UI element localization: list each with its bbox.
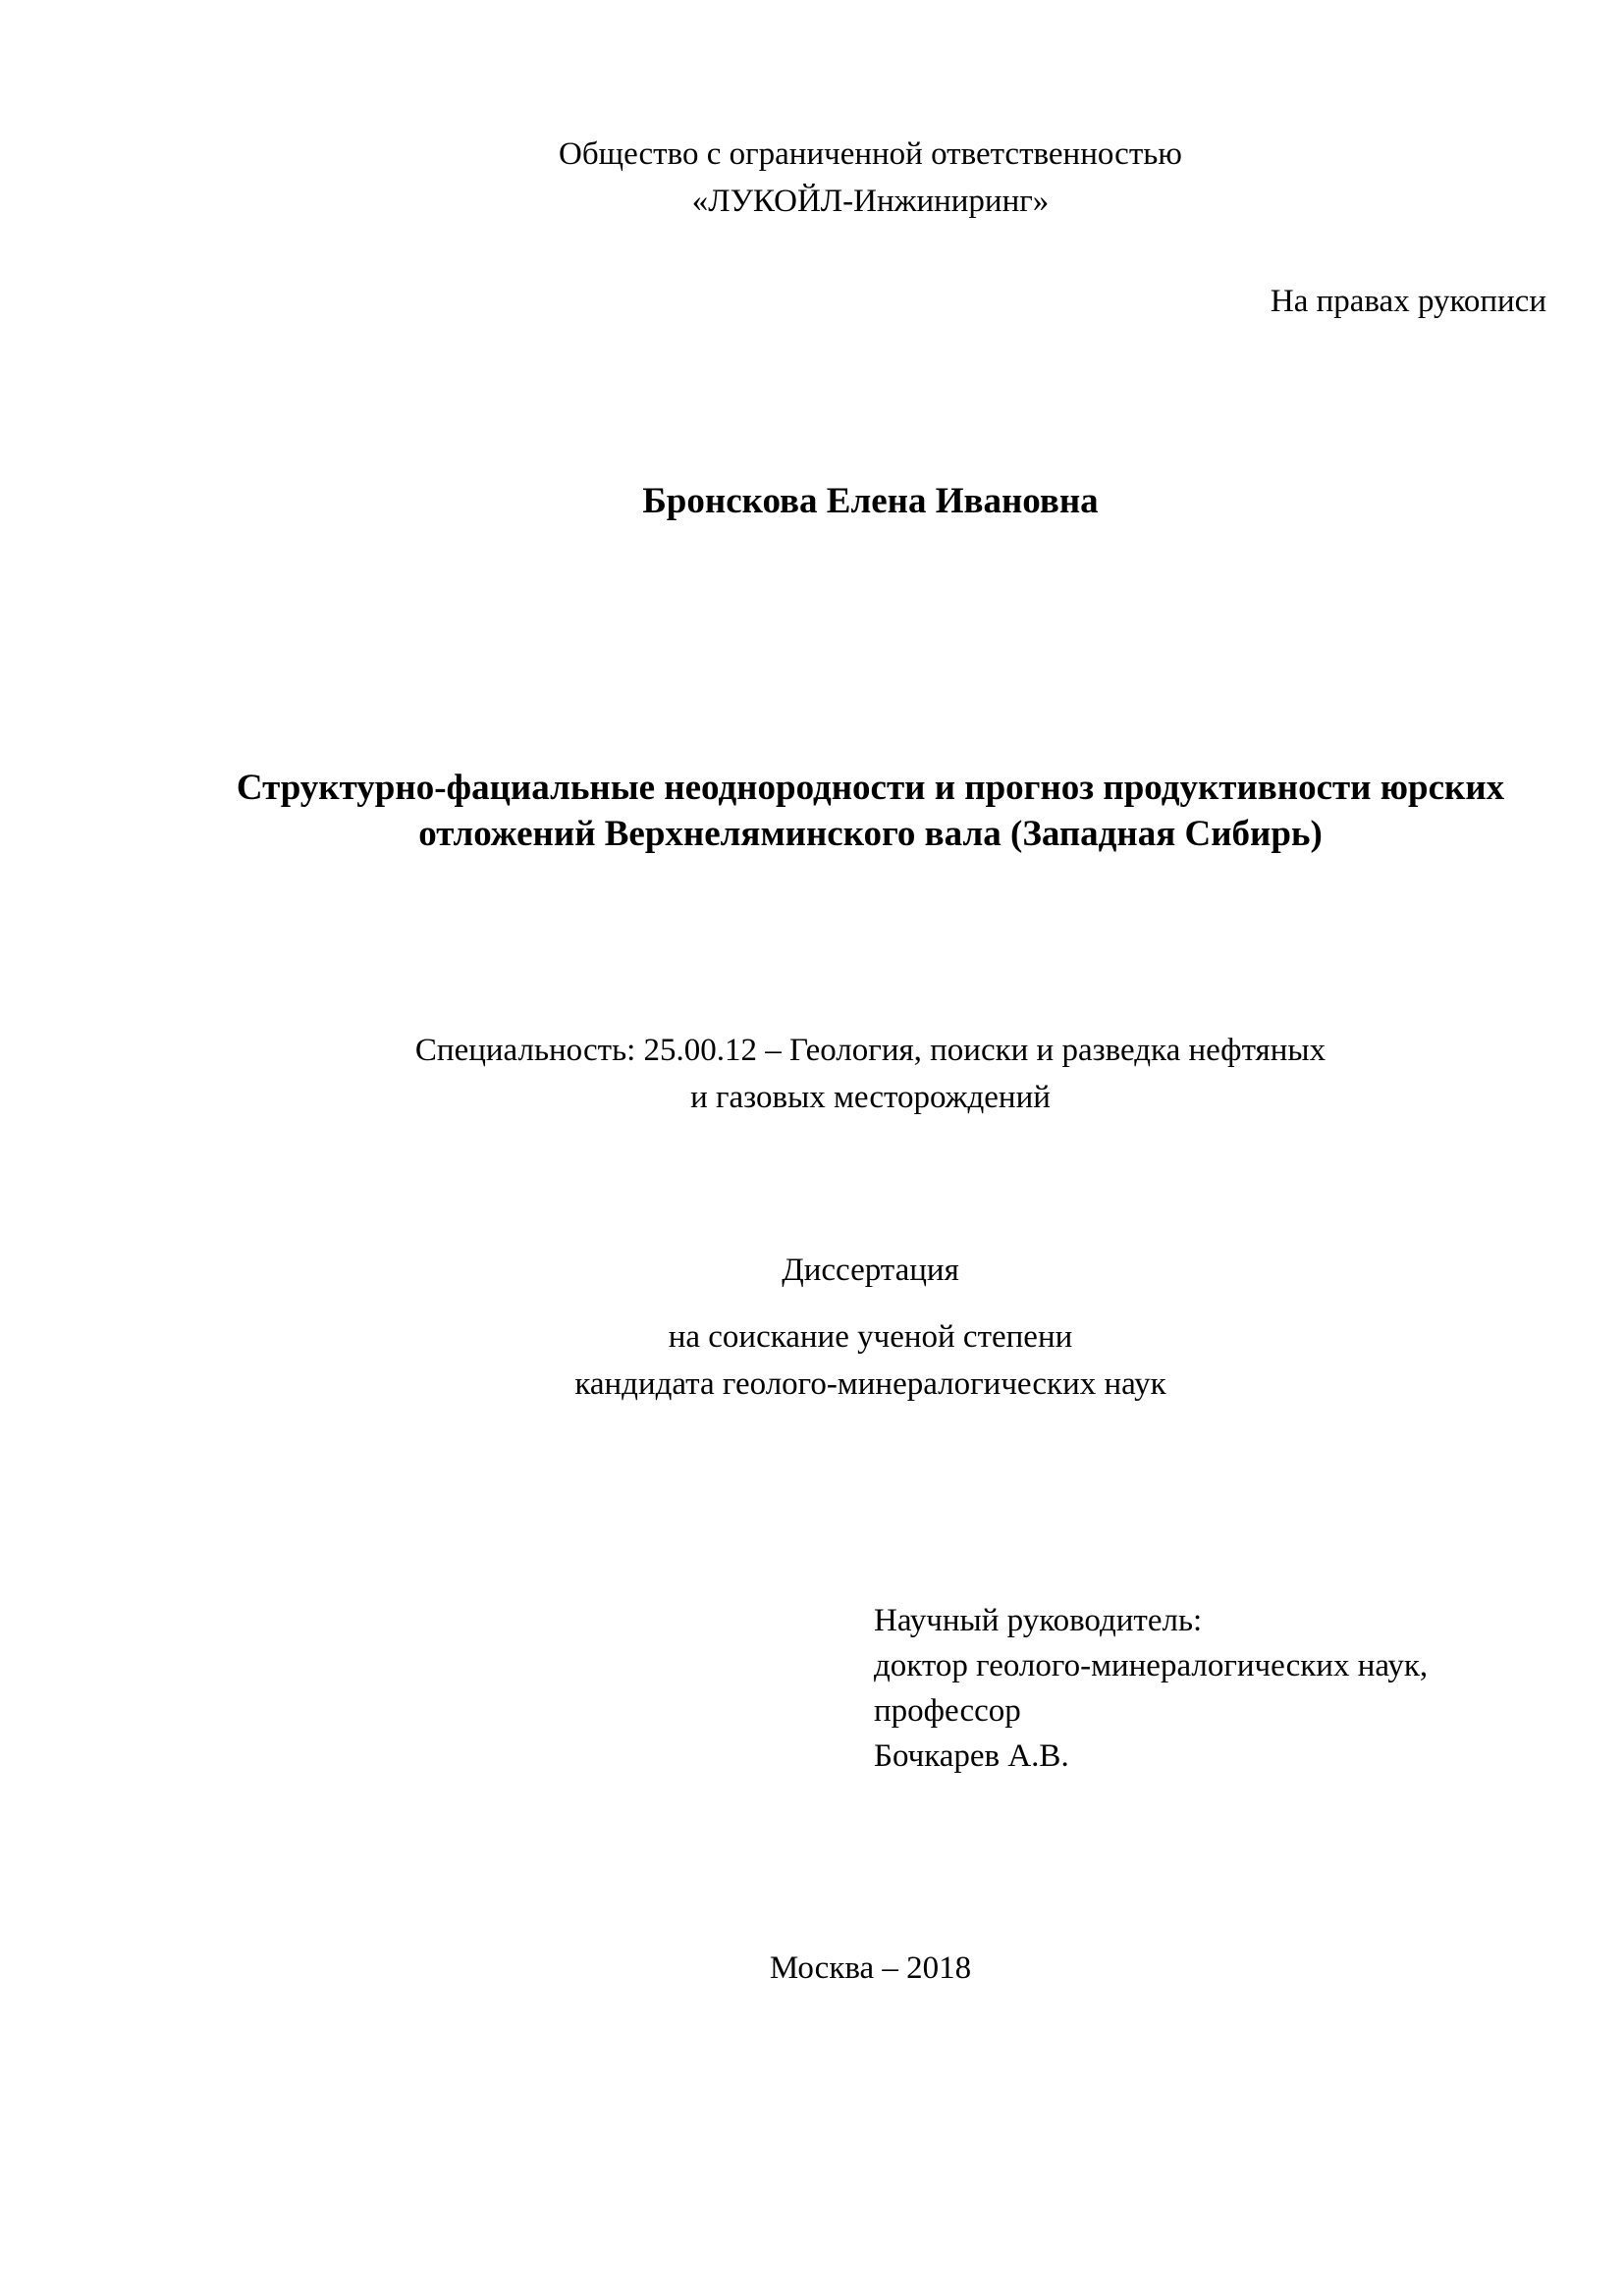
- organization-block: [194, 131, 1546, 225]
- dissertation-title: [194, 765, 1546, 857]
- organization-line-1: Общество с ограниченной ответственностью: [559, 136, 1182, 172]
- supervisor-block: [874, 1598, 1561, 1779]
- degree-line-1: на соискание ученой степени: [668, 1319, 1073, 1355]
- author-name: Бронскова Елена Ивановна: [642, 481, 1099, 521]
- supervisor-name: Бочкарев А.В.: [874, 1738, 1069, 1774]
- specialty-block: [194, 1027, 1546, 1121]
- specialty-line-1: Специальность: 25.00.12 – Геология, поиски и разведка нефтяных: [414, 1033, 1326, 1068]
- supervisor-degree: доктор геолого-минералогических наук,: [874, 1648, 1429, 1683]
- degree-line-2: кандидата геолого-минералогических наук: [574, 1366, 1166, 1402]
- city-year-footer: Москва – 2018: [769, 1950, 972, 1986]
- title-line-2: отложений Верхнеляминского вала (Западная Сибирь): [418, 814, 1323, 854]
- specialty-line-2: и газовых месторождений: [690, 1080, 1051, 1115]
- supervisor-rank: профессор: [874, 1693, 1021, 1729]
- degree-block: [194, 1313, 1546, 1408]
- organization-line-2: «ЛУКОЙЛ-Инжиниринг»: [691, 184, 1050, 219]
- manuscript-rights-note: На правах рукописи: [1270, 284, 1546, 319]
- thesis-type: Диссертация: [782, 1253, 959, 1288]
- supervisor-label: Научный руководитель:: [874, 1603, 1203, 1638]
- title-line-1: Структурно-фациальные неоднородности и прогноз продуктивности юрских: [236, 768, 1505, 808]
